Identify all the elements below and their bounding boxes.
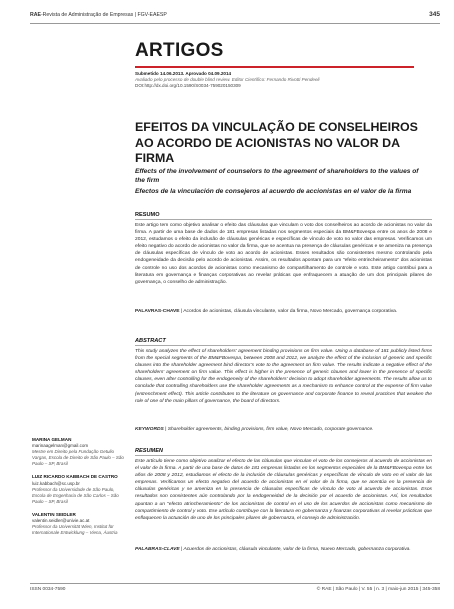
author-entry xyxy=(32,437,124,467)
abstract-rule xyxy=(135,345,432,346)
abstract-label: ABSTRACT xyxy=(135,338,166,344)
citation: © RAE | São Paulo | V. 55 | n. 3 | maio-jun 2015 | 345-358 xyxy=(316,587,440,592)
article-title: EFEITOS DA VINCULAÇÃO DE CONSELHEIROS AO ACORDO DE ACIONISTAS NO VALOR DA FIRMA xyxy=(135,120,418,165)
author-entry xyxy=(32,512,124,536)
page-number: 345 xyxy=(429,11,440,18)
abstract-text: This study analyzes the effect of shareholders' agreement binding provisions on firm value. Using a database of 181 publicly listed firms from the special segments of the BM&FBovespa, between 2008 and 2012, we analyze the effect of the inclusion of generic and specific clauses into the shareholder agreement bind director's vote to the agreement on firm value. The results indicate a negative effect of the shareholders' agreement on firm value. This effect is higher in the presence of generic clauses and lower in the presence of specific clauses, even after controlling for the endogeneity of the shareholders' decision to adopt shareholder agreements. The results allow us to conclude that controlling shareholders use the shareholder agreements as a mechanism to enhance control at the expense of firm value (entrenchment effect). This article contributes to the literature on governance and corporate finance to reveal practices that weaken the role of one of the main pillars of governance, the board of directors. xyxy=(135,349,432,404)
resumo-label: RESUMO xyxy=(135,212,160,218)
subtitle-english: Effects of the involvement of counselors to the agreement of shareholders to the values of the firm xyxy=(135,168,419,184)
doi-link[interactable]: DOI:http://dx.doi.org/10.1590/S0034-759020150309 xyxy=(135,83,241,89)
author-list xyxy=(32,437,124,543)
abstract-keywords: KEYWORDS | Shareholder agreements, binding provisions, firm value, Novo Mercado, corporate governance. xyxy=(135,427,374,432)
author-name: VALENTIN SEIDLER xyxy=(32,511,76,517)
resumen-keywords: PALABRAS-CLAVE | Acuerdos de accionistas, cláusula vinculante, valor de la firma, Nuevo Mercado, gobernanza corporativa. xyxy=(135,547,411,552)
author-name: LUIZ RICARDO KABBACH DE CASTRO xyxy=(32,474,118,480)
resumo-text: Este artigo tem como objetivo analisar o efeito das cláusulas que vinculam o voto dos conselheiros ao acordo de acionistas no valor da firma. A partir de uma base de dados de 181 empresas listadas nos segmentos especiais da BM&FBovespa entre os anos de 2008 e 2012, estudamos o efeito da inclusão de cláusulas genéricas e específicas de vínculo de voto no valor das empresas. Verificamos um efeito negativo do acordo de acionistas no valor da firma, que se acentua na presença de cláusulas genéricas e se ameniza na presença de cláusulas específicas de vínculo de voto ao acordo de acionistas. Esses resultados são consistentes mesmo controlando pela endogeneidade da decisão pelo acordo de acionistas. Assim, os resultados apontam para um "efeito entrincheiramento" dos acionistas de controle no uso dos acordos de acionistas como mecanismo de compartilhamento de controle e voto. Este artigo contribui para a literatura em governança e finanças corporativas ao revelar práticas que enfraquecem a atuação de um dos principais pilares de governança, o conselho de administração. xyxy=(135,223,432,285)
author-affiliation: Professor da Universität Wien, Institut für Internationale Entwicklung – Viena, Áustria xyxy=(32,524,118,536)
author-email[interactable]: marinaagelman@gmail.com xyxy=(32,443,89,449)
subtitle-spanish: Efectos de la vinculación de consejeros al acuerdo de accionistas en el valor de la firma xyxy=(135,188,412,195)
running-header xyxy=(30,12,440,22)
resumo-keywords: PALAVRAS-CHAVE | Acordos de acionistas, cláusula vinculante, valor da firma, Novo Mercado, governança corporativa. xyxy=(135,309,398,314)
journal-name: RAE-Revista de Administração de Empresas | FGV-EAESP xyxy=(30,12,167,18)
footer-rule xyxy=(30,583,440,584)
section-rule xyxy=(135,66,414,68)
resumen-text: Este artículo tiene como objetivo analizar el efecto de las cláusulas que vinculan el voto de los consejeros al acuerdo de accionistas en el valor de la firma. A partir de una base de datos de 181 empresas listadas en los segmentos especiales de la BM&FBovespa entre los años de 2008 y 2012, estudiamos el efecto de la inclusión de cláusulas genéricas y específicas de vínculo de voto en el valor de las empresas. Verificamos un efecto negativo del acuerdo de accionistas en el valor de la firma, que se acentúa en la presencia de cláusulas genéricas y se ameniza en la presencia de cláusulas específicas de vínculo de voto al acuerdo de accionistas. Esos resultados son consistentes aún controlando por la endogeneidad de la decisión por el acuerdo de accionistas. Así, los resultados apuntan a un "efecto atrincheramiento" de los accionistas de control en el uso de los acuerdos de accionistas como mecanismo de compartimiento de control y voto. Ese artículo contribuye con la literatura en gobernanza y finanzas corporativas al revelar prácticas que enflaquecen la actuación de uno de los principales pilares de gobernanza, el consejo de administración. xyxy=(135,459,432,521)
resumen-rule xyxy=(135,455,432,456)
submission-dates: Submetido 14.06.2013. Aprovado 04.09.2014 xyxy=(135,71,232,76)
article-meta xyxy=(135,71,425,90)
review-info: Avaliado pelo processo de double blind review. Editor Científico: Fernando Rivotti Pendeeli xyxy=(135,77,320,83)
resumo-rule xyxy=(135,219,432,220)
author-name: MARINA GELMAN xyxy=(32,437,72,442)
author-email[interactable]: valentin.seidler@univie.ac.at xyxy=(32,518,90,524)
author-affiliation: Professor da Universidade de São Paulo, Escola de Engenharia de São Carlos – São Paulo – SP, Brasil xyxy=(32,486,119,504)
header-rule xyxy=(30,23,440,24)
resumen-label: RESUMEN xyxy=(135,448,163,454)
author-affiliation: Mestre em Direito pela Fundação Getulio Vargas, Escola de Direito de São Paulo – São Paulo – SP, Brasil xyxy=(32,449,124,467)
author-email[interactable]: luiz.kabbach@sc.usp.br xyxy=(32,480,80,486)
author-entry xyxy=(32,474,124,504)
section-heading: ARTIGOS xyxy=(135,40,224,61)
issn: ISSN 0034-7590 xyxy=(30,587,66,592)
